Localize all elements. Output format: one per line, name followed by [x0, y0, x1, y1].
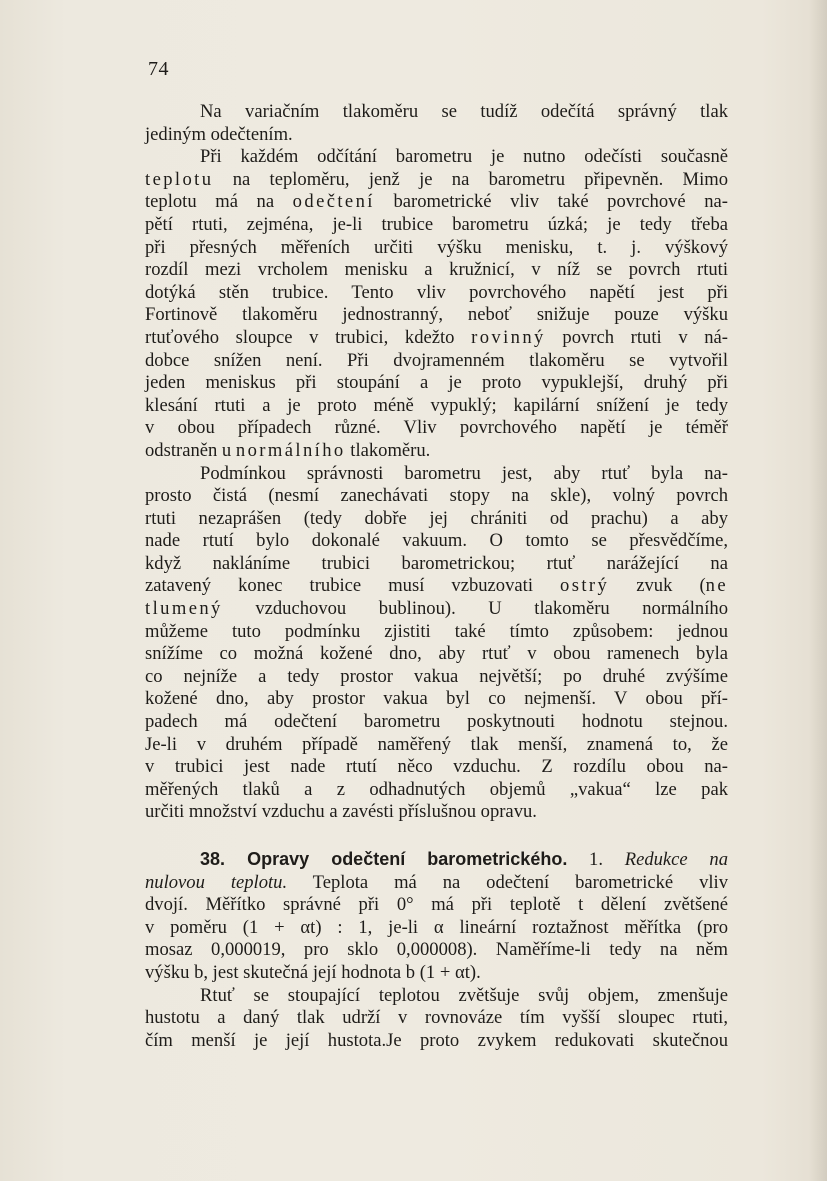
- body-text: [145, 101, 728, 1052]
- text-line: určiti množství vzduchu a zavésti příslušnou opravu.: [145, 801, 537, 823]
- text-line: snížíme co možná kožené dno, aby rtuť v obou ramenech byla: [145, 643, 728, 665]
- text-line: dobce snížen není. Při dvojramenném tlakoměru se vytvořil: [145, 349, 728, 371]
- emphasis-text: ostrý: [560, 575, 610, 597]
- subsection-title: Redukce na: [624, 849, 728, 870]
- text-line: Je-li v druhém případě naměřený tlak menší, znamená to, že: [145, 733, 728, 755]
- text-line: výšku b, jest skutečná její hodnota b (1 + αt).: [145, 961, 481, 983]
- text-line: Na variačním tlakoměru se tudíž odečítá správný tlak: [200, 101, 728, 122]
- text-line: dvojí. Měřítko správné při 0° má při teplotě t dělení zvětšené: [145, 894, 728, 916]
- text-line: Podmínkou správnosti barometru jest, aby rtuť byla na-: [200, 462, 728, 484]
- text-line: pětí rtuti, zejména, je-li trubice barometru úzká; je tedy třeba: [145, 213, 728, 235]
- text-line: padech má odečtení barometru poskytnouti hodnotu stejnou.: [145, 711, 728, 733]
- subsection-title: nulovou teplotu.: [145, 871, 288, 893]
- text-line: Při každém odčítání barometru je nutno odečísti současně: [200, 146, 728, 168]
- text-line: v poměru (1 + αt) : 1, je-li α lineární roztažnost měřítka (pro: [145, 916, 728, 938]
- text-line: při přesných měřeních určiti výšku menisku, t. j. výškový: [145, 236, 728, 258]
- text-line: prosto čistá (nesmí zanechávati stopy na skle), volný povrch: [145, 485, 728, 507]
- section-heading-line: 38. Opravy odečtení barometrického. 1. Redukce na: [200, 849, 728, 870]
- text-line: čím menší je její hustota.Je proto zvykem redukovati skutečnou: [145, 1029, 728, 1051]
- text-line: nade rtutí bylo dokonalé vakuum. O tomto se přesvědčíme,: [145, 530, 728, 552]
- emphasis-text: rovinný: [471, 326, 546, 348]
- text-line: můžeme tuto podmínku zjistiti také tímto způsobem: jednou: [145, 620, 728, 642]
- text-line: Fortinově tlakoměru jednostranný, neboť snižuje pouze výšku: [145, 304, 728, 326]
- text-line: v trubici jest nade rtutí něco vzduchu. Z rozdílu obou na-: [145, 756, 728, 778]
- emphasis-text: tlumený: [145, 598, 223, 620]
- text-line: dotýká stěn trubice. Tento vliv povrchového napětí jest při: [145, 281, 728, 303]
- text-line: měřených tlaků a z odhadnutých objemů „vakua“ lze pak: [145, 778, 728, 800]
- text-line: rtuťového sloupce v trubici, kdežto rovinný povrch rtuti v ná-: [145, 326, 728, 348]
- text-line: teplotu na teploměru, jenž je na barometru připevněn. Mimo: [145, 168, 728, 190]
- text-line: Rtuť se stoupající teplotou zvětšuje svůj objem, zmenšuje: [200, 984, 728, 1006]
- text-line: rtuti nezaprášen (tedy dobře jej chrániti od prachu) a aby: [145, 507, 728, 529]
- text-line: jediným odečtením.: [145, 123, 293, 145]
- text-line: co nejníže a tedy prostor vakua největší; po druhé zvýšíme: [145, 665, 728, 687]
- section-heading: 38. Opravy odečtení barometrického.: [200, 849, 568, 869]
- text-line: rozdíl mezi vrcholem menisku a kružnicí, v níž se povrch rtuti: [145, 259, 728, 281]
- text-line: tlumený vzduchovou bublinou). U tlakoměru normálního: [145, 598, 728, 620]
- text-line: nulovou teplotu. Teplota má na odečtení barometrické vliv: [145, 871, 728, 893]
- text-line: zatavený konec trubice musí vzbuzovati ostrý zvuk (ne: [145, 575, 728, 597]
- section-gap: [145, 824, 728, 848]
- text-line: odstraněn u normálního tlakoměru.: [145, 439, 431, 461]
- page-number: 74: [148, 58, 169, 80]
- emphasis-text: ne: [705, 575, 728, 597]
- text-line: jeden meniskus při stoupání a je proto vypuklejší, druhý při: [145, 372, 728, 394]
- page-edge-shadow: [809, 0, 827, 1181]
- text-line: v obou případech různé. Vliv povrchového napětí je téměř: [145, 417, 728, 439]
- text-line: klesání rtuti a je proto méně vypuklý; kapilární snížení je tedy: [145, 394, 728, 416]
- text-line: když nakláníme trubici barometrickou; rtuť narážející na: [145, 552, 728, 574]
- text-line: hustotu a daný tlak udrží v rovnováze tím vyšší sloupec rtuti,: [145, 1007, 728, 1029]
- emphasis-text: teplotu: [145, 168, 214, 190]
- emphasis-text: odečtení: [292, 191, 375, 213]
- text-line: mosaz 0,000019, pro sklo 0,000008). Naměříme-li tedy na něm: [145, 939, 728, 961]
- text-line: teplotu má na odečtení barometrické vliv také povrchové na-: [145, 191, 728, 213]
- text-line: kožené dno, aby prostor vakua byl co nejmenší. V obou pří-: [145, 688, 728, 710]
- emphasis-text: normálního: [235, 439, 346, 461]
